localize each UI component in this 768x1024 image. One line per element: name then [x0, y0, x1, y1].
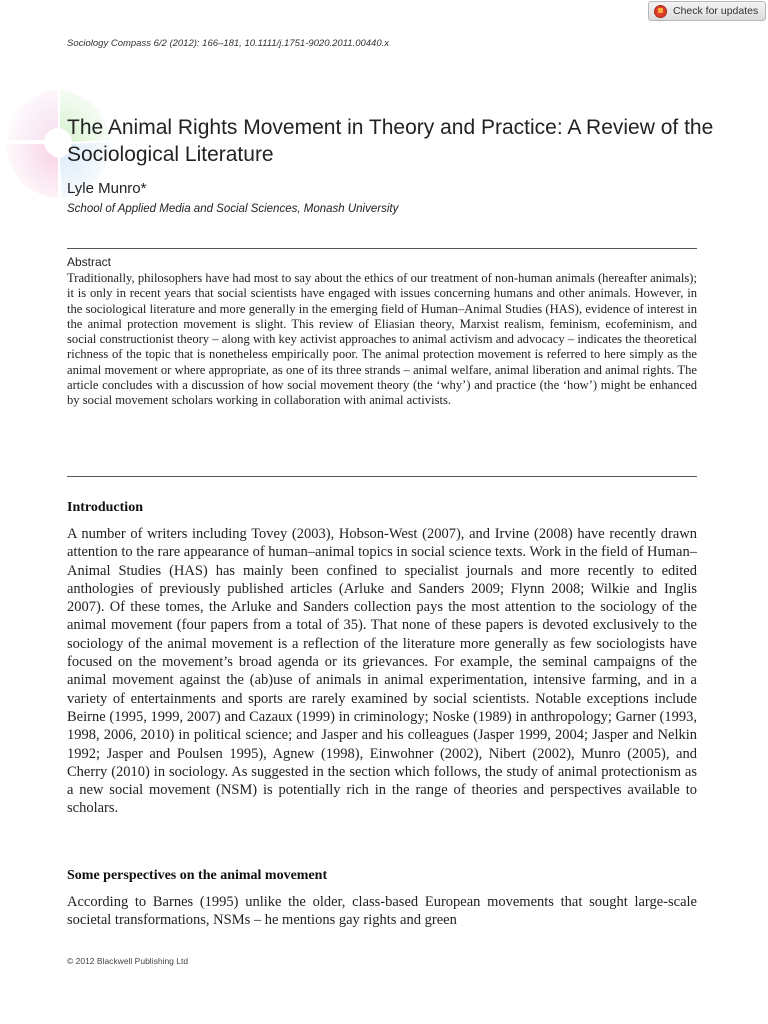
crossmark-icon — [654, 5, 667, 18]
paper-title: The Animal Rights Movement in Theory and Practice: A Review of the Sociological Literature — [67, 116, 714, 166]
abstract-text: Traditionally, philosophers have had most to say about the ethics of our treatment of non-human animals (hereafter animals); it is only in recent years that social scientists have engaged with issues concerning humans and other animals. However, in the sociological literature and more generally in the emerging field of Human–Animal Studies (HAS), evidence of interest in the animal protection movement is slight. This review of Eliasian theory, Marxist realism, feminism, ecofeminism, and social constructionist theory – along with key activist approaches to animal activism and advocacy – indicates the theoretical richness of the topic that is nonetheless empirically poor. The animal protection movement is referred to here simply as the animal movement or where appropriate, as one of its three strands – animal welfare, animal liberation and animal rights. The article concludes with a discussion of how social movement theory (the ‘why’) and practice (the ‘how’) might be enhanced by social movement scholars working in collaboration with animal activists. — [67, 271, 697, 408]
author-name: Lyle Munro* — [67, 180, 147, 197]
section-heading-introduction: Introduction — [67, 500, 143, 515]
check-for-updates-label: Check for updates — [673, 5, 759, 17]
copyright-footer: © 2012 Blackwell Publishing Ltd — [67, 956, 189, 966]
section-text-introduction: A number of writers including Tovey (2003), Hobson-West (2007), and Irvine (2008) have recently drawn attention to the rare appearance of human–animal topics in social science texts. Work in the field of Human–Animal Studies (HAS) has mainly been confined to specialist journals and more recently to edited anthologies of previously published articles (Arluke and Sanders 2009; Flynn 2008; Wilkie and Inglis 2007). Of these tomes, the Arluke and Sanders collection pays the most attention to the sociology of the animal movement (four papers from a total of 35). That none of these papers is devoted exclusively to the sociology of the animal movement is a reflection of the literature more generally as few sociologists have focused on the movement’s broad agenda or its grievances. For example, the seminal campaigns of the animal movement against the (ab)use of animals in animal experimentation, intensive farming, and in a variety of entertainments and sports are rarely examined by social scientists. Notable exceptions include Beirne (1995, 1999, 2007) and Cazaux (1999) in criminology; Noske (1989) in anthropology; Garner (1993, 1998, 2006, 2010) in political science; and Jasper and his colleagues (Jasper 1999, 2004; Jasper and Nelkin 1992; Jasper and Poulsen 1995), Agnew (1998), Einwohner (2002), Nibert (2002), Munro (2005), and Cherry (2010) in sociology. As suggested in the section which follows, the study of animal protectionism as a new social movement (NSM) is potentially rich in the range of theories and perspectives available to scholars. — [67, 526, 697, 817]
abstract-top-rule — [67, 248, 697, 249]
section-text-perspectives: According to Barnes (1995) unlike the older, class-based European movements that sought large-scale societal transformations, NSMs – he mentions gay rights and green — [67, 894, 697, 929]
journal-citation: Sociology Compass 6/2 (2012): 166–181, 10.1111/j.1751-9020.2011.00440.x — [67, 38, 390, 49]
abstract-bottom-rule — [67, 476, 697, 477]
author-affiliation: School of Applied Media and Social Sciences, Monash University — [67, 203, 399, 215]
section-heading-perspectives: Some perspectives on the animal movement — [67, 868, 328, 883]
abstract-heading: Abstract — [67, 255, 112, 269]
check-for-updates-button[interactable] — [648, 1, 766, 21]
